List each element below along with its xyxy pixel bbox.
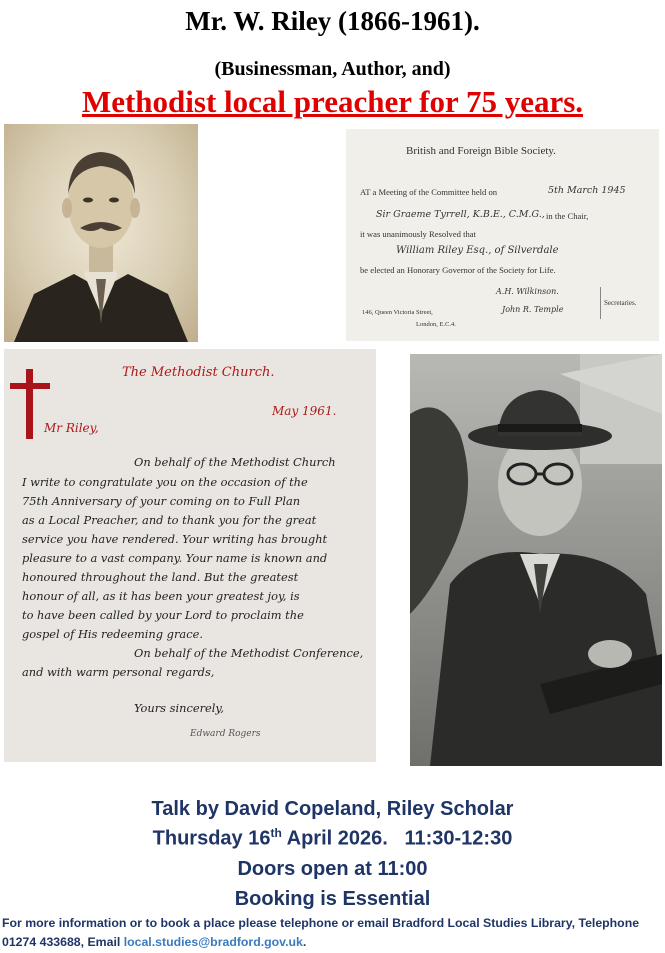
elderly-man-drawing bbox=[410, 354, 662, 766]
certificate-signature-2: John R. Temple bbox=[502, 305, 564, 314]
portrait-photo bbox=[4, 124, 198, 342]
certificate-heading: British and Foreign Bible Society. bbox=[406, 145, 556, 157]
letter-line: pleasure to a vast company. Your name is known and bbox=[22, 551, 328, 565]
certificate-line5: be elected an Honorary Governor of the Society for Life. bbox=[360, 265, 556, 275]
certificate-signature-1: A.H. Wilkinson. bbox=[496, 287, 559, 296]
letter-line: gospel of His redeeming grace. bbox=[22, 627, 203, 641]
event-date-superscript: th bbox=[270, 826, 282, 840]
certificate-bracket bbox=[600, 287, 601, 319]
talk-title: Talk by David Copeland, Riley Scholar bbox=[151, 798, 514, 820]
letter-line: On behalf of the Methodist Church bbox=[134, 455, 336, 469]
certificate-line1-b: 5th March 1945 bbox=[548, 185, 626, 196]
letter-line: honoured throughout the land. But the greatest bbox=[22, 570, 299, 584]
email-link[interactable]: local.studies@bradford.gov.uk bbox=[123, 935, 303, 949]
letter-line: as a Local Preacher, and to thank you for the great bbox=[22, 513, 317, 527]
certificate-address-1: 146, Queen Victoria Street, bbox=[362, 309, 433, 316]
certificate-secretaries-label: Secretaries. bbox=[604, 299, 637, 307]
event-date-suffix: April 2026. 11:30-12:30 bbox=[281, 827, 513, 850]
event-date-prefix: Thursday 16 bbox=[152, 827, 271, 850]
methodist-church-letter bbox=[4, 349, 376, 762]
certificate-address-2: London, E.C.4. bbox=[416, 321, 456, 328]
letter-signature: Edward Rogers bbox=[190, 729, 261, 739]
letter-line: and with warm personal regards, bbox=[22, 665, 215, 679]
certificate-line3: it was unanimously Resolved that bbox=[360, 229, 477, 239]
bible-society-certificate bbox=[346, 129, 659, 341]
letter-line: I write to congratulate you on the occasion of the bbox=[22, 475, 308, 489]
letter-line: honour of all, as it has been your greatest joy, is bbox=[22, 589, 300, 603]
contact-info-text: For more information or to book a place please telephone or email Bradford Local Studies Library, Telephone 01274 433688, Email bbox=[2, 916, 640, 949]
certificate-line1-a: AT a Meeting of the Committee held on bbox=[360, 187, 498, 197]
event-date-time bbox=[0, 826, 665, 851]
page-headline: Methodist local preacher for 75 years. bbox=[81, 84, 584, 119]
doors-open-text: Doors open at 11:00 bbox=[237, 858, 428, 880]
elderly-riley-photo bbox=[410, 354, 662, 766]
letter-heading: The Methodist Church. bbox=[122, 365, 275, 380]
page-subtitle: (Businessman, Author, and) bbox=[214, 58, 451, 80]
letter-salutation: Mr Riley, bbox=[44, 421, 99, 435]
letter-date: May 1961. bbox=[272, 404, 337, 418]
letter-line: 75th Anniversary of your coming on to Full Plan bbox=[22, 494, 301, 508]
letter-line: On behalf of the Methodist Conference, bbox=[134, 646, 364, 660]
page-title: Mr. W. Riley (1866-1961). bbox=[185, 6, 480, 36]
certificate-line4: William Riley Esq., of Silverdale bbox=[396, 245, 559, 256]
contact-info-end: . bbox=[302, 935, 307, 949]
booking-notice: Booking is Essential bbox=[234, 888, 431, 910]
certificate-line2-b: in the Chair, bbox=[546, 211, 589, 221]
letter-closing: Yours sincerely, bbox=[134, 701, 224, 715]
letter-line: service you have rendered. Your writing has brought bbox=[22, 532, 328, 546]
contact-info bbox=[2, 914, 664, 952]
letter-line: to have been called by your Lord to proclaim the bbox=[22, 608, 304, 622]
portrait-drawing bbox=[4, 124, 198, 342]
certificate-line2-a: Sir Graeme Tyrrell, K.B.E., C.M.G., bbox=[376, 209, 545, 220]
